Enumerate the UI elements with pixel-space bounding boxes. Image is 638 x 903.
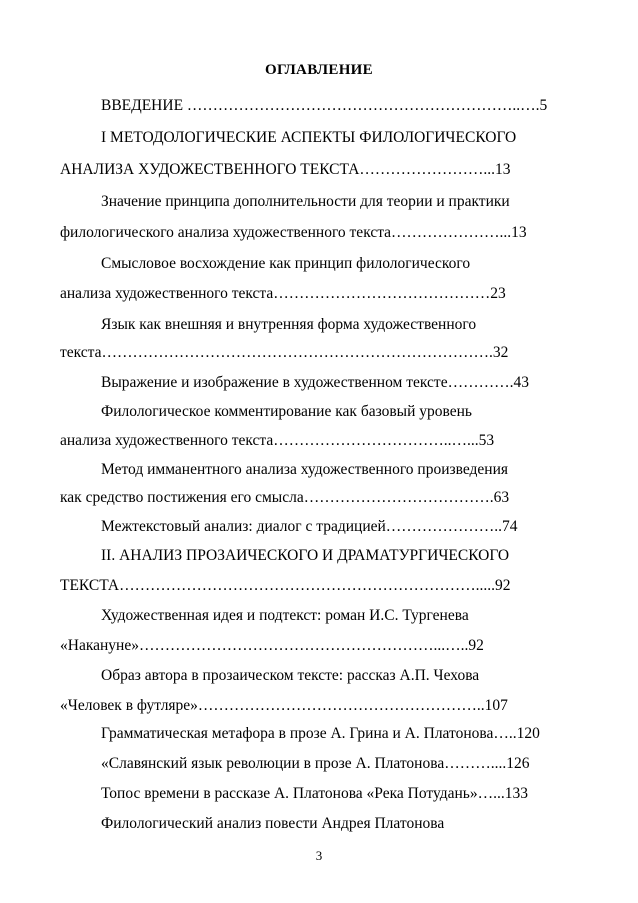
toc-entry: Топос времени в рассказе А. Платонова «Река Потудань»…...133 bbox=[101, 785, 528, 802]
toc-entry-cont: анализа художественного текста……………………………..…...53 bbox=[60, 432, 495, 449]
page-title: ОГЛАВЛЕНИЕ bbox=[265, 62, 373, 78]
toc-entry-cont: «Человек в футляре»………………………………………………..107 bbox=[60, 697, 508, 714]
page-number: 3 bbox=[315, 848, 323, 863]
toc-entry: Язык как внешняя и внутренняя форма художественного bbox=[101, 316, 477, 333]
toc-entry: Образ автора в прозаическом тексте: рассказ А.П. Чехова bbox=[101, 667, 480, 684]
toc-entry: Межтекстовый анализ: диалог с традицией…………………..74 bbox=[101, 518, 518, 535]
toc-entry: Филологическое комментирование как базовый уровень bbox=[101, 403, 472, 420]
toc-entry-introduction: ВВЕДЕНИЕ ………………………………………………………..….5 bbox=[101, 97, 548, 114]
toc-entry: Выражение и изображение в художественном тексте………….43 bbox=[101, 374, 529, 391]
toc-entry: Филологический анализ повести Андрея Платонова bbox=[101, 815, 445, 832]
toc-entry: Значение принципа дополнительности для теории и практики bbox=[101, 193, 510, 210]
toc-entry-cont: «Накануне»…………………………………………………...…..92 bbox=[60, 637, 484, 654]
toc-entry: Грамматическая метафора в прозе А. Грина и А. Платонова…..120 bbox=[101, 725, 540, 742]
toc-entry-part-2-title-cont: ТЕКСТА…………………………………………………………….....92 bbox=[60, 577, 511, 594]
toc-entry: Художественная идея и подтекст: роман И.С. Тургенева bbox=[101, 607, 469, 624]
toc-entry-part-1-title-cont: АНАЛИЗА ХУДОЖЕСТВЕННОГО ТЕКСТА……………………...13 bbox=[60, 161, 511, 178]
toc-entry: Метод имманентного анализа художественного произведения bbox=[101, 461, 509, 478]
toc-entry-cont: текста………………………………………………………………….32 bbox=[60, 344, 509, 361]
toc-entry-part-1-title: I МЕТОДОЛОГИЧЕСКИЕ АСПЕКТЫ ФИЛОЛОГИЧЕСКОГО bbox=[101, 129, 517, 146]
toc-entry-cont: анализа художественного текста……………………………………23 bbox=[60, 285, 506, 302]
toc-entry: «Славянский язык революции в прозе А. Платонова………....126 bbox=[101, 755, 530, 772]
toc-entry-cont: филологического анализа художественного текста…………………...13 bbox=[60, 224, 527, 241]
toc-entry-part-2-title: II. АНАЛИЗ ПРОЗАИЧЕСКОГО И ДРАМАТУРГИЧЕСКОГО bbox=[101, 547, 510, 564]
toc-entry-cont: как средство постижения его смысла……………………………….63 bbox=[60, 489, 510, 506]
toc-entry: Смысловое восхождение как принцип филологического bbox=[101, 255, 471, 272]
